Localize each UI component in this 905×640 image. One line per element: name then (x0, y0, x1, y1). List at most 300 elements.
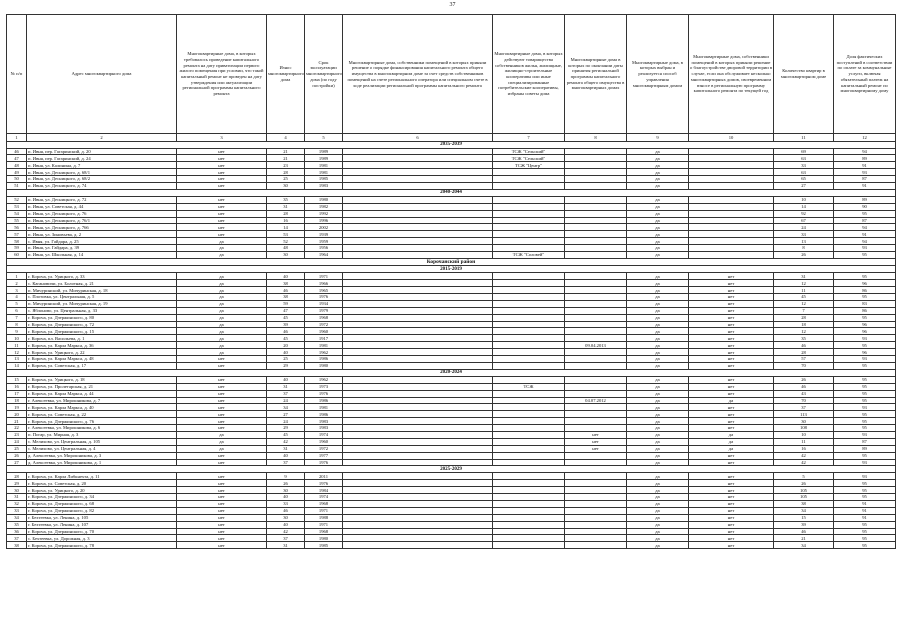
address-cell: п. Ивня, ул. Десницкого, д. 76/1 (27, 217, 177, 224)
table-cell: нет (689, 273, 774, 280)
table-cell (343, 349, 493, 356)
table-cell: 40 (267, 452, 305, 459)
table-cell (343, 487, 493, 494)
address-cell: п. Ивня, ул. Десницкого, д. 68/1 (27, 169, 177, 176)
table-cell (343, 307, 493, 314)
table-cell: 95 (834, 294, 896, 301)
table-cell (493, 438, 565, 445)
table-cell: нет (177, 210, 267, 217)
table-cell (565, 376, 627, 383)
table-cell: 28 (267, 169, 305, 176)
table-cell: 63 (774, 155, 834, 162)
table-cell: 95 (834, 390, 896, 397)
table-cell (565, 425, 627, 432)
table-cell (493, 376, 565, 383)
table-cell: 38 (7, 542, 27, 549)
table-cell (343, 148, 493, 155)
table-cell: да (627, 155, 689, 162)
table-cell: 30 (774, 418, 834, 425)
table-cell: нет (689, 287, 774, 294)
table-cell: да (689, 431, 774, 438)
table-cell: 37 (267, 390, 305, 397)
table-cell: 29 (7, 480, 27, 487)
table-cell: 19 (7, 404, 27, 411)
table-cell (565, 349, 627, 356)
table-row (7, 169, 896, 176)
table-cell: 16 (774, 445, 834, 452)
table-cell: 39 (774, 521, 834, 528)
table-cell: 33 (267, 500, 305, 507)
table-cell: ТСЖ "Сельский" (493, 155, 565, 162)
table-cell: нет (177, 514, 267, 521)
address-cell: п. Ивня, ул. Калинина, д. 7 (27, 162, 177, 169)
table-cell (565, 521, 627, 528)
column-number: 11 (774, 134, 834, 142)
table-cell: да (177, 273, 267, 280)
table-cell (565, 224, 627, 231)
column-number: 7 (493, 134, 565, 142)
table-cell: да (627, 210, 689, 217)
table-cell: 45 (267, 314, 305, 321)
table-cell: 21 (774, 535, 834, 542)
table-cell: 37 (267, 535, 305, 542)
table-cell: 1985 (305, 176, 343, 183)
table-cell: 09.04.2013 (565, 342, 627, 349)
table-cell: да (627, 487, 689, 494)
table-cell: 93 (834, 473, 896, 480)
table-cell (493, 182, 565, 189)
table-cell: нет (689, 452, 774, 459)
table-cell (343, 445, 493, 452)
address-cell: п. Мичуринский, ул. Мичуринская, д. 19 (27, 300, 177, 307)
table-cell: да (177, 280, 267, 287)
table-cell (565, 528, 627, 535)
table-cell: да (627, 251, 689, 258)
table-cell: 1965 (305, 287, 343, 294)
address-cell: г. Короча, ул. Урицкого, д. 33 (27, 273, 177, 280)
period-title: 2040-2044 (7, 189, 896, 196)
table-cell: да (627, 521, 689, 528)
table-body (7, 134, 896, 549)
table-cell: 87 (834, 217, 896, 224)
table-cell (565, 176, 627, 183)
table-cell: 33 (774, 231, 834, 238)
address-cell: с. Бехтеевка, ул. Дорожная, д. 3 (27, 535, 177, 542)
table-row (7, 335, 896, 342)
period-title: 2020-2024 (7, 369, 896, 376)
table-cell: 96 (834, 280, 896, 287)
table-cell (565, 459, 627, 466)
table-cell: 95 (834, 273, 896, 280)
table-cell: 1972 (305, 321, 343, 328)
table-cell: 28 (774, 349, 834, 356)
address-cell: г. Бехтеевка, ул. Ленина, д. 107 (27, 521, 177, 528)
table-cell: нет (689, 480, 774, 487)
table-cell: 1966 (305, 280, 343, 287)
table-cell: 26 (7, 452, 27, 459)
table-cell: нет (689, 383, 774, 390)
table-cell (565, 155, 627, 162)
table-cell (565, 362, 627, 369)
table-cell: 15 (7, 376, 27, 383)
table-cell (689, 176, 774, 183)
table-cell: 40 (267, 273, 305, 280)
table-cell: да (627, 335, 689, 342)
table-cell: нет (689, 494, 774, 501)
table-cell (343, 404, 493, 411)
table-cell: 95 (834, 521, 896, 528)
table-cell: 1977 (305, 452, 343, 459)
table-row (7, 383, 896, 390)
table-cell: 2011 (305, 473, 343, 480)
table-cell: нет (689, 542, 774, 549)
table-row (7, 321, 896, 328)
table-cell: 28 (267, 210, 305, 217)
table-cell: 34 (774, 542, 834, 549)
column-header-11: Количество квартир в многоквартирном доме (774, 15, 834, 134)
table-cell: да (177, 431, 267, 438)
table-cell (493, 459, 565, 466)
table-cell: 105 (774, 494, 834, 501)
table-cell: нет (689, 294, 774, 301)
table-cell (343, 328, 493, 335)
table-cell: 14 (774, 203, 834, 210)
table-cell: да (627, 176, 689, 183)
table-cell: нет (177, 224, 267, 231)
table-cell: 25 (267, 176, 305, 183)
table-cell (343, 169, 493, 176)
column-number: 9 (627, 134, 689, 142)
column-number: 2 (27, 134, 177, 142)
table-cell: нет (689, 528, 774, 535)
table-cell: 92 (774, 210, 834, 217)
table-cell: 10 (7, 335, 27, 342)
table-cell (493, 238, 565, 245)
table-cell: 52 (267, 238, 305, 245)
table-cell: 31 (267, 542, 305, 549)
housing-registry-table (6, 14, 896, 549)
table-cell: нет (177, 473, 267, 480)
table-cell: 1980 (305, 535, 343, 542)
column-number: 4 (267, 134, 305, 142)
table-cell: 1996 (305, 217, 343, 224)
table-cell (689, 231, 774, 238)
table-row (7, 535, 896, 542)
table-row (7, 273, 896, 280)
table-cell: 1976 (305, 459, 343, 466)
table-cell: 87 (834, 176, 896, 183)
table-cell: 89 (834, 155, 896, 162)
address-cell: г. Короча, ул. Дзержинского, д. 72 (27, 321, 177, 328)
column-number: 3 (177, 134, 267, 142)
table-cell: 1984 (305, 487, 343, 494)
table-cell: нет (177, 480, 267, 487)
table-cell (565, 231, 627, 238)
table-header (7, 15, 896, 134)
table-cell (343, 390, 493, 397)
table-cell: 28 (7, 473, 27, 480)
table-row (7, 280, 896, 287)
table-cell: 30 (267, 487, 305, 494)
table-cell: 83 (834, 300, 896, 307)
table-cell: 52 (7, 196, 27, 203)
column-header-5: Срок эксплуатации многоквартирного дома (по году постройки) (305, 15, 343, 134)
table-cell: 30 (267, 182, 305, 189)
table-cell (343, 494, 493, 501)
table-cell: 1960 (305, 438, 343, 445)
table-cell: 1986 (305, 356, 343, 363)
table-cell: нет (177, 162, 267, 169)
table-cell: 40 (267, 521, 305, 528)
table-cell: нет (177, 169, 267, 176)
table-cell: 89 (834, 196, 896, 203)
table-cell: да (177, 314, 267, 321)
address-cell: с. Яблоново, ул. Центральная, д. 33 (27, 307, 177, 314)
table-cell: 1962 (305, 376, 343, 383)
table-cell: 43 (774, 390, 834, 397)
table-cell: 93 (834, 245, 896, 252)
table-cell: 95 (834, 376, 896, 383)
table-cell: 4 (7, 294, 27, 301)
table-cell (343, 362, 493, 369)
table-row (7, 196, 896, 203)
table-cell: 51 (7, 182, 27, 189)
table-cell: 94 (834, 224, 896, 231)
table-cell: 1956 (305, 245, 343, 252)
address-cell: г. Алексеевка, ул. Мирошникова, д. 6 (27, 425, 177, 432)
table-cell (343, 162, 493, 169)
address-cell: г. Короча, ул. Карла Маркса, д. 40 (27, 404, 177, 411)
address-cell: г. Короча, ул. Карла Либкнехта, д. 11 (27, 473, 177, 480)
period-heading (7, 189, 896, 196)
table-cell: 1980 (305, 362, 343, 369)
table-cell (493, 314, 565, 321)
table-cell: 23 (7, 431, 27, 438)
table-cell (565, 238, 627, 245)
table-cell: 21 (267, 148, 305, 155)
table-cell: 95 (834, 452, 896, 459)
table-cell (493, 231, 565, 238)
table-cell: да (627, 459, 689, 466)
table-cell (493, 335, 565, 342)
table-row (7, 438, 896, 445)
table-cell (493, 224, 565, 231)
table-row (7, 404, 896, 411)
table-cell: да (627, 425, 689, 432)
table-cell: да (627, 217, 689, 224)
table-cell: 1974 (305, 431, 343, 438)
table-cell (689, 169, 774, 176)
table-cell: да (627, 321, 689, 328)
period-heading (7, 466, 896, 473)
table-cell (565, 542, 627, 549)
table-cell: 53 (7, 203, 27, 210)
table-cell (493, 521, 565, 528)
table-cell (343, 514, 493, 521)
table-cell (493, 418, 565, 425)
table-cell: 93 (834, 404, 896, 411)
table-cell: нет (689, 404, 774, 411)
table-cell (343, 500, 493, 507)
table-cell: нет (689, 535, 774, 542)
address-cell: с. Мелихово, ул. Центральная, д. 4 (27, 445, 177, 452)
table-cell (343, 335, 493, 342)
table-cell: 91 (834, 507, 896, 514)
column-number: 6 (343, 134, 493, 142)
table-cell: 1939 (305, 231, 343, 238)
table-cell: 95 (834, 418, 896, 425)
table-cell: нет (177, 459, 267, 466)
table-row (7, 217, 896, 224)
table-cell (493, 287, 565, 294)
table-cell: 53 (267, 231, 305, 238)
table-cell: 54 (7, 210, 27, 217)
table-cell: 33 (7, 507, 27, 514)
table-cell (343, 294, 493, 301)
table-cell: 27 (267, 411, 305, 418)
table-cell: нет (689, 418, 774, 425)
table-cell (343, 287, 493, 294)
table-cell (343, 459, 493, 466)
table-cell: 30 (267, 251, 305, 258)
table-cell: нет (689, 362, 774, 369)
table-cell (493, 507, 565, 514)
table-cell (343, 528, 493, 535)
table-cell: 11 (774, 287, 834, 294)
table-cell: нет (689, 342, 774, 349)
table-cell: 91 (834, 231, 896, 238)
address-cell: п. Погар, ул. Мирная, д. 3 (27, 431, 177, 438)
address-cell: с. Мелихово, ул. Центральная, д. 105 (27, 438, 177, 445)
address-cell: г. Короча, ул. Советская, д. 17 (27, 362, 177, 369)
table-cell (689, 224, 774, 231)
table-cell: да (627, 362, 689, 369)
table-row (7, 376, 896, 383)
table-row (7, 521, 896, 528)
table-cell (343, 182, 493, 189)
table-cell: нет (177, 507, 267, 514)
table-row (7, 231, 896, 238)
table-row (7, 494, 896, 501)
table-cell: да (627, 514, 689, 521)
table-cell: 13 (7, 356, 27, 363)
table-cell: 31 (267, 383, 305, 390)
table-cell (343, 431, 493, 438)
address-cell: г. Алексеевка, ул. Мирошникова, д. 7 (27, 397, 177, 404)
column-number: 8 (565, 134, 627, 142)
table-cell (343, 210, 493, 217)
table-cell (343, 280, 493, 287)
table-cell (565, 196, 627, 203)
table-cell (565, 487, 627, 494)
table-cell (689, 238, 774, 245)
column-number: 12 (834, 134, 896, 142)
table-cell: 24 (267, 397, 305, 404)
table-cell: 91 (834, 162, 896, 169)
table-cell: да (627, 238, 689, 245)
table-cell: 93 (834, 356, 896, 363)
table-row (7, 514, 896, 521)
table-cell: 87 (834, 438, 896, 445)
table-cell: да (627, 404, 689, 411)
table-cell: 20 (7, 411, 27, 418)
table-cell: да (627, 473, 689, 480)
table-row (7, 356, 896, 363)
table-cell: да (177, 438, 267, 445)
table-cell (565, 390, 627, 397)
table-cell: 34 (774, 507, 834, 514)
table-cell: нет (689, 300, 774, 307)
table-cell: 42 (774, 452, 834, 459)
table-cell: 1983 (305, 425, 343, 432)
address-cell: п. Ивня, ул. Десницкого, д. 68/2 (27, 176, 177, 183)
table-cell: нет (689, 356, 774, 363)
table-cell: нет (689, 514, 774, 521)
column-number-row (7, 134, 896, 142)
table-cell: 1968 (305, 500, 343, 507)
table-cell: да (177, 294, 267, 301)
table-cell (493, 196, 565, 203)
table-cell (689, 203, 774, 210)
table-cell (493, 176, 565, 183)
column-header-4: Износ многоквартирного дома (267, 15, 305, 134)
table-cell: 1968 (305, 314, 343, 321)
address-cell: п. Ивня, пер. Гагаринский, д. 24 (27, 155, 177, 162)
table-cell: 96 (834, 321, 896, 328)
table-cell: да (627, 390, 689, 397)
table-cell: 1971 (305, 507, 343, 514)
table-cell: нет (177, 528, 267, 535)
table-cell: 93 (834, 169, 896, 176)
table-cell: 57 (774, 356, 834, 363)
table-row (7, 314, 896, 321)
address-cell: г. Короча, ул. Дзержинского, д. 15 (27, 328, 177, 335)
table-cell (565, 335, 627, 342)
table-cell (565, 507, 627, 514)
table-cell: нет (689, 376, 774, 383)
table-cell: нет (177, 231, 267, 238)
table-cell: 20 (267, 342, 305, 349)
table-cell: 1917 (305, 335, 343, 342)
table-cell: да (627, 203, 689, 210)
table-cell (689, 245, 774, 252)
table-cell: 25 (7, 445, 27, 452)
table-cell: 10 (774, 431, 834, 438)
table-cell: 26 (774, 251, 834, 258)
table-cell: 39 (267, 321, 305, 328)
table-cell: 86 (834, 287, 896, 294)
table-cell (565, 535, 627, 542)
table-cell (493, 480, 565, 487)
table-cell: нет (689, 349, 774, 356)
table-cell: да (177, 251, 267, 258)
table-cell: 1986 (305, 411, 343, 418)
table-cell: 1983 (305, 182, 343, 189)
table-cell: да (177, 238, 267, 245)
table-cell (493, 390, 565, 397)
table-cell: да (627, 507, 689, 514)
table-cell (493, 494, 565, 501)
address-cell: г. Короча, ул. Дзержинского, д. 68 (27, 500, 177, 507)
table-cell: 22 (7, 425, 27, 432)
table-cell: 11 (7, 342, 27, 349)
table-cell: да (627, 224, 689, 231)
table-row (7, 224, 896, 231)
column-header-6: Многоквартирные дома, собственники помещений в которых приняли решение о порядке финансирования капитального ремонта общего имущества в многоквартирном доме за счет средств собственников помещений на счете регионального оператора или специальном счете в ходе реализации региональной программы капитального ремонта (343, 15, 493, 134)
address-cell: г. Короча, ул. Урицкого, д. 20 (27, 487, 177, 494)
table-cell (565, 321, 627, 328)
table-cell (689, 182, 774, 189)
